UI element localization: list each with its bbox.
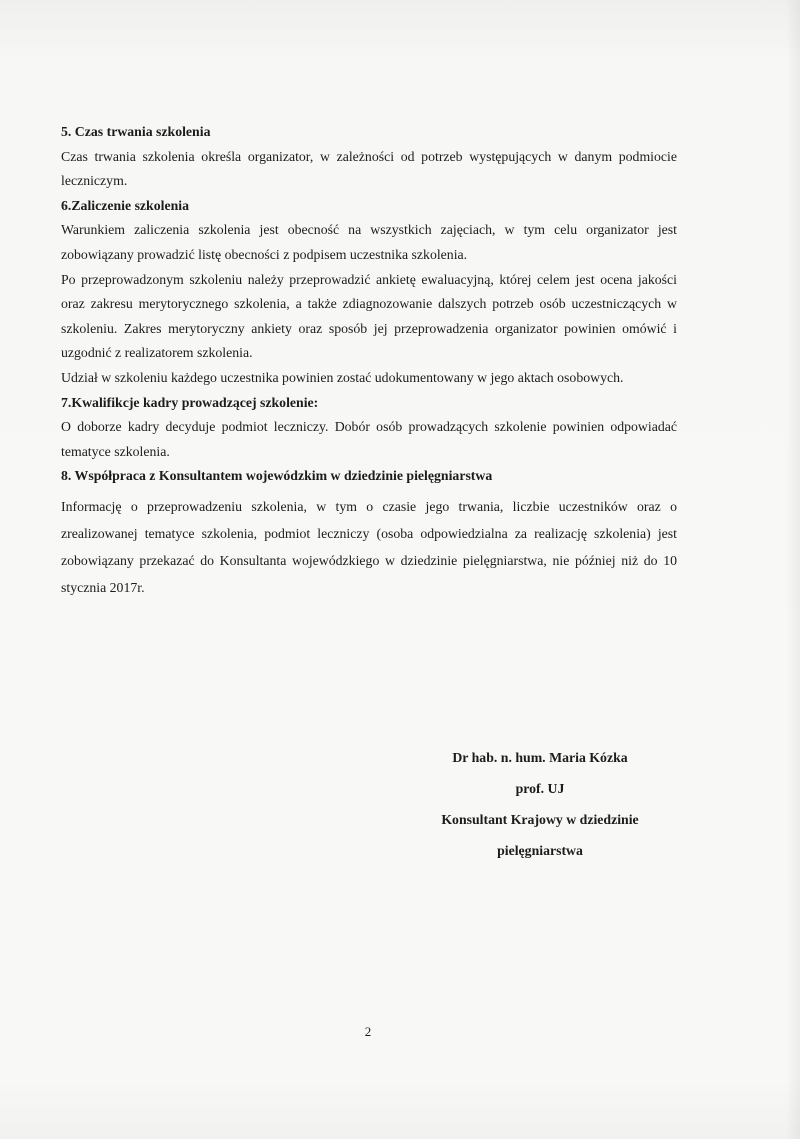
- section-paragraph: Informację o przeprowadzeniu szkolenia, w tym o czasie jego trwania, liczbie uczestników oraz o zrealizowanej tematyce szkolenia, podmiot leczniczy (osoba odpowiedzialna za realizację szkolenia) jest zobowiązany przekazać do Konsultanta wojewódzkiego w dziedzinie pielęgniarstwa, nie później niż do 10 stycznia 2017r.: [61, 498, 677, 595]
- section-heading: 8. Współpraca z Konsultantem wojewódzkim w dziedzinie pielęgniarstwa: [61, 468, 493, 484]
- signature-title: prof. UJ: [515, 781, 565, 796]
- page-number: 2: [364, 1024, 372, 1039]
- scan-edge-shadow: [786, 0, 800, 1139]
- section-paragraph: Czas trwania szkolenia określa organizator, w zależności od potrzeb występujących w danym podmiocie leczniczym.: [61, 148, 677, 189]
- signature-role-line2: pielęgniarstwa: [497, 843, 583, 858]
- section-paragraph: Po przeprowadzonym szkoleniu należy przeprowadzić ankietę ewaluacyjną, której celem jest ocena jakości oraz zakresu merytorycznego szkolenia, a także zdiagnozowanie dalszych potrzeb osób uczestniczących w szkoleniu. Zakres merytoryczny ankiety oraz sposób jej przeprowadzenia organizator powinien omówić i uzgodnić z realizatorem szkolenia.: [61, 271, 677, 361]
- section-heading: 7.Kwalifikcje kadry prowadzącej szkolenie:: [61, 394, 319, 410]
- section-consultant-cooperation: [61, 464, 677, 601]
- section-staff-qualifications: [61, 391, 677, 465]
- section-paragraph: Warunkiem zaliczenia szkolenia jest obecność na wszystkich zajęciach, w tym celu organizator jest zobowiązany prowadzić listę obecności z podpisem uczestnika szkolenia.: [61, 222, 677, 262]
- section-training-completion: [61, 194, 677, 391]
- signature-name: Dr hab. n. hum. Maria Kózka: [452, 750, 628, 765]
- section-training-duration: [61, 120, 677, 194]
- section-heading: 6.Zaliczenie szkolenia: [61, 197, 189, 213]
- document-body: [61, 120, 677, 601]
- section-heading: 5. Czas trwania szkolenia: [61, 124, 211, 139]
- section-paragraph: O doborze kadry decyduje podmiot leczniczy. Dobór osób prowadzących szkolenie powinien odpowiadać tematyce szkolenia.: [61, 419, 677, 459]
- signature-block: [360, 750, 720, 874]
- section-paragraph: Udział w szkoleniu każdego uczestnika powinien zostać udokumentowany w jego aktach osobowych.: [61, 369, 624, 385]
- signature-role-line1: Konsultant Krajowy w dziedzinie: [441, 812, 639, 827]
